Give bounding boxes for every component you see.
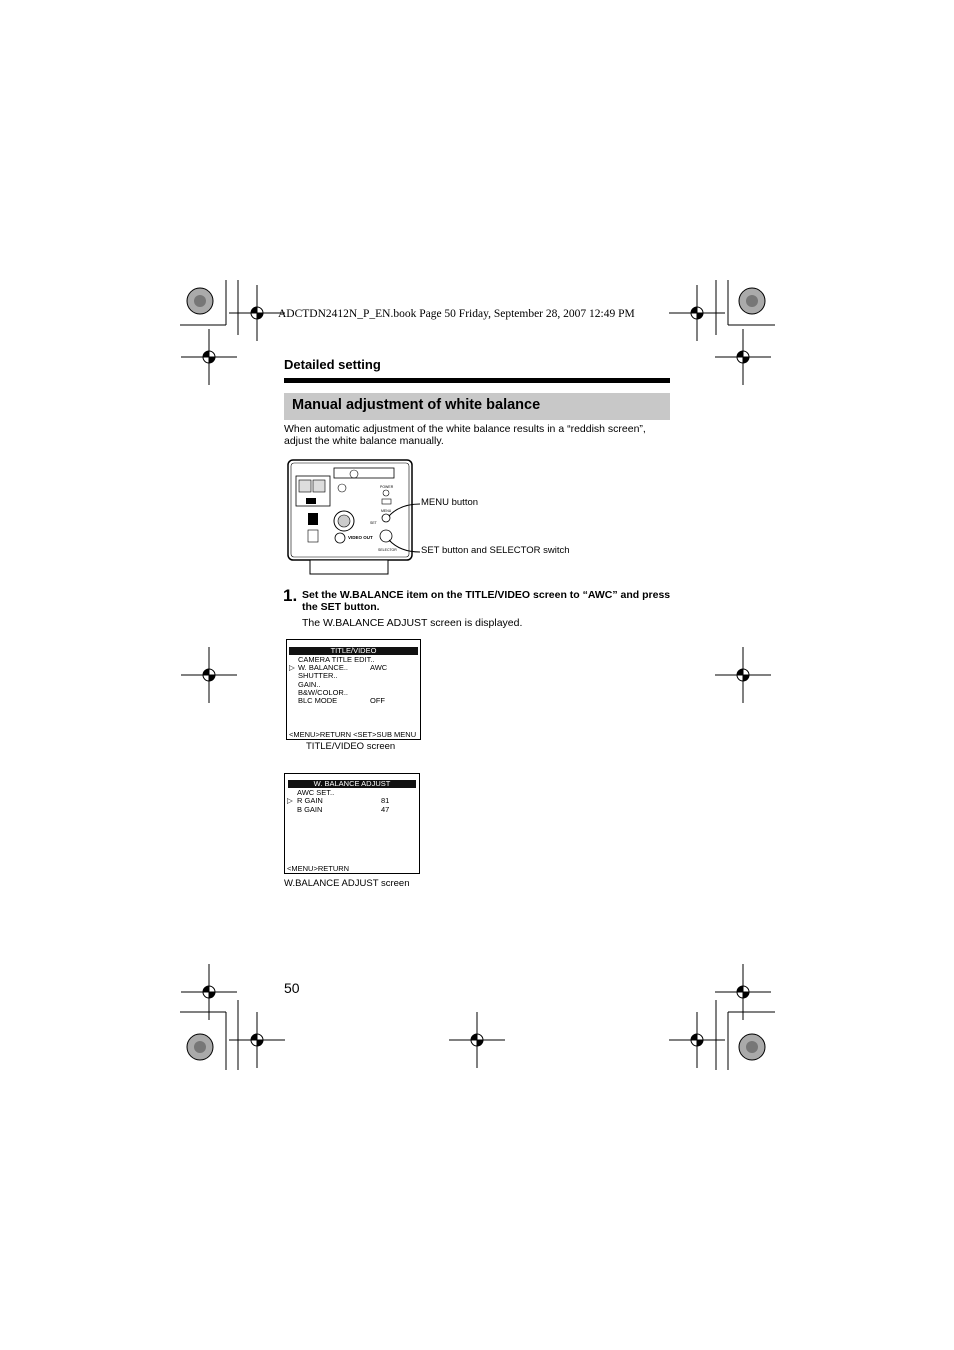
set-panel-label: SET [370,521,377,525]
step-number: 1. [283,586,298,605]
wb-adjust-screen [284,773,420,874]
menu-item: BLC MODE [298,696,338,705]
section-rule [284,378,670,383]
step-result: The W.BALANCE ADJUST screen is displayed. [302,617,523,629]
menu-item: B&W/COLOR.. [298,688,349,697]
step-instruction: Set the W.BALANCE item on the TITLE/VIDEO screen to “AWC” and press the SET button. [302,589,671,613]
title-video-caption: TITLE/VIDEO screen [306,741,396,752]
menu-panel-label: MENU [381,509,392,513]
menu-item: W. BALANCE.. [298,663,349,672]
power-label: POWER [380,485,394,489]
video-out-label: VIDEO OUT [348,535,373,540]
menu-item: SHUTTER.. [298,671,338,680]
menu-value: 47 [381,805,390,814]
page-number: 50 [284,980,300,996]
selector-panel-label: SELECTOR [378,548,397,552]
menu-value: 81 [381,796,390,805]
page-title: Manual adjustment of white balance [292,397,541,413]
title-video-screen [286,639,421,740]
screen-footer: <MENU>RETURN <SET>SUB MENU [289,730,417,739]
menu-item: AWC SET.. [297,788,335,797]
callout-lines [380,496,425,556]
menu-item: GAIN.. [298,680,321,689]
screen-header: W. BALANCE ADJUST [288,780,416,788]
menu-cursor: ▷ [287,796,293,805]
section-label: Detailed setting [284,357,381,372]
menu-item: B GAIN [297,805,323,814]
menu-item: CAMERA TITLE EDIT.. [298,655,375,664]
screen-footer: <MENU>RETURN [287,864,350,873]
title-bar [284,393,670,420]
callout-set-selector: SET button and SELECTOR switch [421,545,570,556]
menu-value: AWC [370,663,388,672]
wb-adjust-caption: W.BALANCE ADJUST screen [284,878,410,889]
menu-cursor: ▷ [289,663,295,672]
menu-item: R GAIN [297,796,323,805]
screen-header: TITLE/VIDEO [289,647,418,655]
menu-value: OFF [370,696,385,705]
callout-menu-button: MENU button [421,497,479,508]
print-header: ADCTDN2412N_P_EN.book Page 50 Friday, September 28, 2007 12:49 PM [278,308,635,320]
intro-text: When automatic adjustment of the white balance results in a “reddish screen”, adjust the white balance manually. [284,423,646,447]
